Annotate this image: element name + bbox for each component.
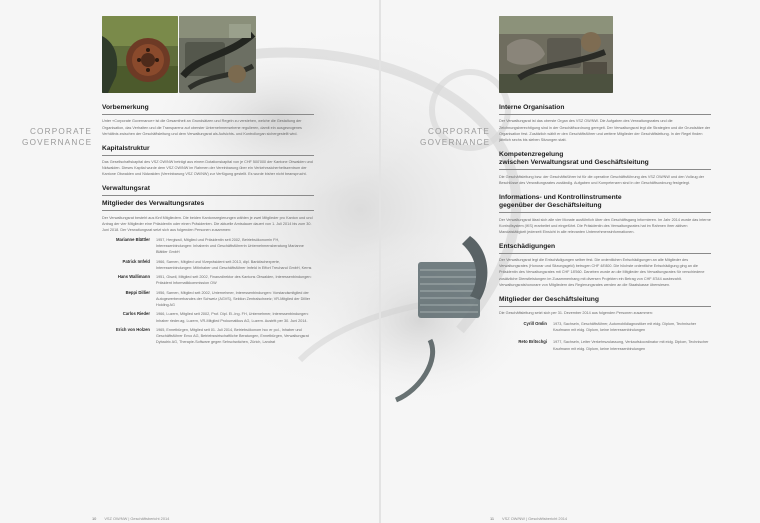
section-heading: Entschädigungen (499, 242, 556, 250)
section-text: Die Geschäftsleitung bzw. der Geschäftsführer ist für die operative Geschäftsführung des VSZ OW/NW und den Vollzug der Beschlüsse des Verwaltungsrates zuständig. Aufgaben und Kompetenzen sind in der Geschäftsordnung festgelegt. (499, 174, 705, 185)
section-entschaedigungen (499, 243, 711, 288)
section-text: Das Gesellschaftskapital des VSZ OW/NW beträgt aus einem Dotationskapital von je CHF 500'000 der Kantone Obwalden und Nidwalden. Dieses Kapital wurde dem VSZ OW/NW im Rahmen der Vereinbarung über ein Verkehrssicherheitszentrum der Kantone Obwalden und Nidwalden (Vereinbarung VSZ OW/NW) zur Verfügung gestellt. Es wurde bisher nicht beansprucht. (102, 160, 313, 177)
page-number: 11 (490, 516, 495, 521)
footer-text: VSZ OW/NW | Geschäftsbericht 2014 (502, 516, 568, 521)
heading-rule (499, 114, 711, 115)
page-number: 10 (92, 516, 97, 521)
left-page-footer (92, 516, 169, 521)
section-kompetenzregelung (499, 151, 711, 186)
management-member-list (499, 321, 711, 351)
list-item (102, 259, 314, 271)
section-text: Unter «Corporate Governance» ist die Gesamtheit an Grundsätzen und Regeln zu verstehen, welche die Gestaltung der Organisation, das Verhalten und die Transparenz auf oberster Unternehmensebene regulieren, damit ein ausgewogenes Verhältnis zwischen der Geschäftsleitung und dem Verwaltungsrat als Aufsichts- und Kontrollorgan sichergestellt wird. (102, 119, 302, 136)
section-heading: Interne Organisation (499, 104, 565, 111)
member-name: Erich von Holzen (116, 327, 150, 333)
heading-rule (102, 195, 314, 196)
section-text: Die Geschäftsleitung setzt sich per 31. Dezember 2014 aus folgenden Personen zusammen: (499, 311, 653, 316)
section-heading: Mitglieder der Geschäftsleitung (499, 295, 599, 303)
section-interne-organisation (499, 104, 711, 143)
member-name: Patrick Imfeld (122, 258, 150, 264)
footer-text: VSZ OW/NW | Geschäftsbericht 2014 (104, 516, 170, 521)
heading-rule (499, 212, 711, 213)
list-item (102, 311, 314, 323)
member-description: 1956, Sarnen, Mitglied seit 2002, Unternehmer, Interessenbindungen: Vorstandsmitglied der Autogewerbeverbandes der Schweiz (AGVS), Sektion Zentralschweiz; VR-Mitglied der Dillier Holding AG (156, 290, 311, 307)
member-name: Hans Wallimann (117, 274, 150, 280)
member-name: Marianne Blättler (116, 236, 150, 242)
list-item (102, 327, 314, 345)
engine-hoses-photo (179, 16, 256, 93)
member-name: Reto Britschgi (518, 339, 547, 345)
member-description: 1965, Ennetbürgen, Mitglied seit 01. Juli 2014, Betriebsökonom hcc er pol., Inhaber und Geschäftsführer Envo AG, Betriebswirtschaftliche Beratungen, Ennetbürgen, Verwaltungsrat Dybadrix AG, Therapie-Software gegen Sehschwächen, Zürich, Landrat (156, 328, 309, 345)
heading-rule (499, 306, 711, 307)
member-name: Cyrill Omlin (523, 321, 547, 327)
corporate-governance-label-left: CORPORATE GOVERNANCE (22, 127, 93, 147)
member-description: 1966, Sarnen, Mitglied und Vizepräsident seit 2013, dipl. Bankfachexperte, Interessenbindungen: Mitinhaber und Geschäftsführer Imfeld in Effort Treuhand GmbH, Kerns (156, 259, 312, 270)
list-item (102, 290, 314, 308)
section-mitglieder-geschaeftsleitung (499, 296, 711, 317)
member-name: Carlos Rieder (122, 311, 150, 317)
heading-rule (499, 253, 711, 254)
section-text: Der Verwaltungsrat legt die Entschädigungen selber fest. Die ordentlichen Entschädigungen an alle Mitglieder des Verwaltungsrates (Honorar und Sitzungsgeld) betrugen CHF 48'800. Die höchste ordentliche Entschädigung ging an die Präsidentin des Verwaltungsrates mit CHF 18'560. Daneben wurde an die Mitglieder des Verwaltungsrates für verschiedene zusätzliche Dienstleistungen im Zusammenhang mit diversen Projekten ein Betrag von CHF 8'344 ausbezahlt. Verwaltungsratshonorare von Mitgliedern des Regierungsrates werden an die Staatskasse überwiesen. (499, 258, 705, 287)
section-kapitalstruktur (102, 145, 314, 178)
member-description: 1973, Sachseln, Geschäftsführer, Automobildiagnostiker mit eidg. Diplom, Technischer Kaufmann mit eidg. Diplom, keine Interessenbindungen (553, 322, 697, 333)
member-description: 1951, Giswil, Mitglied seit 2002, Finanzdirektor des Kantons Obwalden, Interessenbindungen: Präsident Informatikkommission OW (156, 275, 312, 286)
heading-rule (499, 169, 711, 170)
list-item (499, 321, 711, 333)
engine-bay-photo (499, 16, 613, 93)
section-text: Der Verwaltungsrat lässt sich alle vier Monate ausführlich über den Geschäftsgang informieren. Im Jahr 2014 wurde das interne Kontrollsystem (IKS) erarbeitet und eingeführt. Die Präsidentin des Verwaltungsrates hat im Rahmen ihrer aktiven Mandatstätigkeit jederzeit Einsicht in alle relevanten Unternehmensinformationen. (499, 217, 711, 234)
member-description: 1977, Sachseln, Leiter Verkehrszulassung, Verkaufskoordinator mit eidg. Diplom, Technischer Kaufmann mit eidg. Diplom, keine Interessenbindungen (553, 340, 709, 351)
member-description: 1957, Hergiswil, Mitglied und Präsidentin seit 2002, Betriebsökonomin FH, Interessenbindungen: Inhaberin und Geschäftsführerin Unternehmensberatung Marianne Blättler GmbH (156, 237, 304, 255)
member-description: 1966, Luzern, Mitglied seit 2002, Prof. Dipl. El.-Ing. FH, Unternehmer, Interessenbindungen: Inhaber rieder.ag, Luzern, VR-Mitglied Prokumatikus AG, Luzern. Austritt per 30. Juni 2014. (156, 312, 309, 323)
section-text: Der Verwaltungsrat ist das oberste Organ des VSZ OW/NW. Die Aufgaben des Verwaltungsrates und die Zeichnungsberechtigung sind in der Geschäftsordnung geregelt. Der Verwaltungsrat legt die Strategien und die Grundsätze der Organisation fest. Zusätzlich wählt er den Geschäftsführer und weitere Mitglieder der Geschäftsleitung. In der Regel finden jährlich sechs bis sieben Sitzungen statt. (499, 119, 711, 142)
section-heading: Mitglieder des Verwaltungsrates (102, 200, 205, 208)
heading-rule (102, 155, 314, 156)
section-text: Der Verwaltungsrat besteht aus fünf Mitgliedern. Die beiden Kantonsregierungen wählen je zwei Mitglieder pro Kanton und und Antrag der vier Mitglieder eine Präsidentin oder einen Präsidenten. Die aktuelle Amtsdauer dauert von 1. Juli 2014 bis zum 30. Juni 2018. Der Verwaltungsrat setzt sich aus folgenden Personen zusammen: (102, 215, 313, 232)
list-item (499, 339, 711, 351)
list-item (102, 237, 314, 255)
section-heading: Verwaltungsrat (102, 185, 150, 193)
page-gutter (379, 0, 381, 523)
corporate-governance-label-right: CORPORATE GOVERNANCE (420, 127, 491, 147)
member-name: Beppi Dillier (125, 289, 150, 295)
right-page-footer (490, 516, 567, 521)
section-verwaltungsrat (102, 185, 314, 196)
list-item (102, 274, 314, 286)
section-vorbemerkung (102, 104, 314, 137)
section-heading: Vorbemerkung (102, 104, 149, 111)
section-heading: Informations- und Kontrollinstrumente gegenüber der Geschäftsleitung (499, 193, 622, 210)
heading-rule (102, 210, 314, 211)
section-heading: Kapitalstruktur (102, 144, 150, 152)
board-member-list (102, 237, 314, 345)
section-kontrollinstrumente (499, 194, 711, 235)
right-page-column (499, 104, 711, 355)
left-page-column (102, 104, 314, 349)
heading-rule (102, 114, 314, 115)
rusty-brake-disc-photo (102, 16, 178, 93)
section-mitglieder-verwaltungsrat (102, 200, 314, 233)
section-heading: Kompetenzregelung zwischen Verwaltungsrat und Geschäftsleitung (499, 150, 649, 167)
